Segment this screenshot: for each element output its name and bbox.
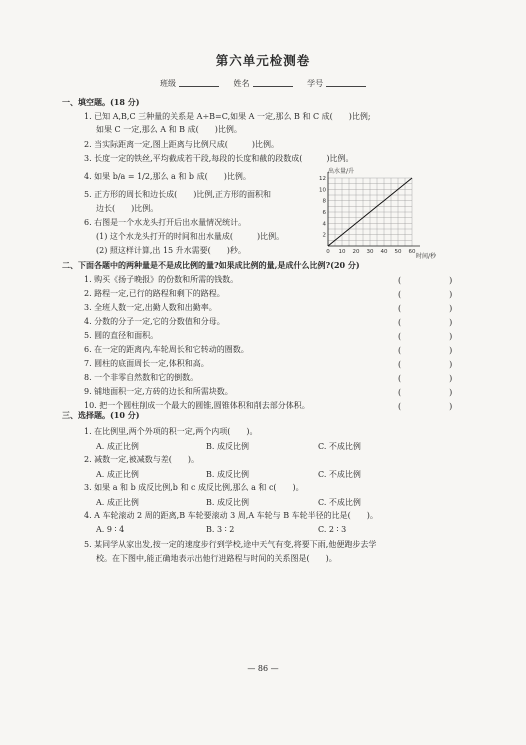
judge-answer-9[interactable]: ( ): [398, 388, 453, 397]
fill-q1-cont: 如果 C 一定,那么 A 和 B 成( )比例。: [96, 125, 242, 134]
x-tick-label: 30: [366, 249, 374, 255]
x-tick-label: 20: [352, 249, 360, 255]
judge-answer-6[interactable]: ( ): [398, 346, 453, 355]
choice-q2-option-c[interactable]: C. 不成比例: [318, 470, 361, 479]
chart-y-ticks: [319, 176, 327, 239]
choice-q2-option-a[interactable]: A. 成正比例: [96, 470, 139, 479]
id-label: 学号: [307, 79, 324, 88]
chart-x-ticks: [326, 249, 416, 255]
judge-q4: 4. 分数的分子一定,它的分数值和分母。: [84, 317, 225, 326]
class-label: 班级: [160, 79, 176, 88]
choice-q6-stem: 校。在下图中,能正确地表示出他行进路程与时间的关系图是( )。: [96, 554, 337, 563]
judge-answer-5[interactable]: ( ): [398, 332, 453, 341]
judge-answer-7[interactable]: ( ): [398, 360, 453, 369]
fill-q2: 2. 当实际距离一定,图上距离与比例尺成( )比例。: [84, 140, 279, 149]
choice-q2-stem: 2. 减数一定,被减数与差( )。: [84, 455, 199, 464]
judge-q8: 8. 一个非零自然数和它的倒数。: [84, 373, 199, 382]
judge-q3: 3. 全班人数一定,出勤人数和出勤率。: [84, 303, 217, 312]
class-blank: [179, 86, 219, 87]
choice-q1-option-b[interactable]: B. 成反比例: [206, 442, 249, 451]
judge-q7: 7. 圆柱的底面周长一定,体积和高。: [84, 359, 209, 368]
name-blank: [253, 86, 293, 87]
chart-y-axis-label: 出水量/升: [328, 168, 355, 175]
choice-q4-option-b[interactable]: B. 3 ∶ 2: [206, 525, 235, 534]
x-tick-label: 60: [408, 249, 416, 255]
name-label: 姓名: [233, 79, 250, 88]
y-tick-label: 12: [319, 176, 326, 182]
choice-q2-option-b[interactable]: B. 成反比例: [206, 470, 249, 479]
fill-q6: 6. 右图是一个水龙头打开后出水量情况统计。: [84, 218, 247, 227]
section-1-heading: 一、填空题。(18 分): [62, 97, 140, 107]
choice-q1-option-c[interactable]: C. 不成比例: [318, 442, 361, 451]
choice-q1-option-a[interactable]: A. 成正比例: [96, 442, 139, 451]
section-2-heading: 二、下面各题中的两种量是不是成比例的量?如果成比例的量,是成什么比例?(20 分): [62, 260, 360, 270]
fill-q6-2: (2) 照这样计算,出 15 升水需要( )秒。: [96, 246, 246, 255]
judge-q5: 5. 圆的直径和面积。: [84, 331, 159, 340]
student-info-row: [160, 78, 378, 89]
id-blank: [326, 86, 366, 87]
x-tick-label: 50: [394, 249, 402, 255]
x-tick-label: 0: [326, 249, 330, 255]
chart-x-axis-label: 时间/秒: [416, 253, 437, 260]
choice-q3-option-c[interactable]: C. 不成比例: [318, 498, 361, 507]
fill-q5-cont: 边长( )比例。: [96, 204, 159, 213]
choice-q3-option-b[interactable]: B. 成反比例: [206, 498, 249, 507]
choice-q4-stem: 4. A 车轮滚动 2 周的距离,B 车轮要滚动 3 周,A 车轮与 B 车轮半径的比是( )。: [84, 511, 378, 520]
page-number: — 86 —: [247, 664, 279, 673]
fill-q6-1: (1) 这个水龙头打开的时间和出水量成( )比例。: [96, 232, 285, 241]
choice-q5-stem: 5. 某同学从家出发,按一定的速度步行到学校,途中天气有变,将要下雨,他便跑步去学: [84, 540, 377, 549]
choice-q3-stem: 3. 如果 a 和 b 成反比例,b 和 c 成反比例,那么 a 和 c( )。: [84, 483, 304, 492]
judge-q2: 2. 路程一定,已行的路程和剩下的路程。: [84, 289, 225, 298]
y-tick-label: 2: [322, 232, 326, 239]
judge-answer-1[interactable]: ( ): [398, 276, 453, 285]
y-tick-label: 6: [322, 210, 326, 216]
judge-answer-10[interactable]: ( ): [398, 402, 453, 411]
judge-q10: 10. 把一个圆柱削成一个最大的圆锥,圆锥体积和削去部分体积。: [84, 401, 310, 410]
y-tick-label: 8: [322, 198, 326, 205]
water-flow-chart: [316, 166, 446, 262]
page-title: 第六单元检测卷: [215, 53, 311, 68]
fill-q3: 3. 长度一定的铁丝,平均截成若干段,每段的长度和截的段数成( )比例。: [84, 154, 354, 163]
fill-q5: 5. 正方形的周长和边长成( )比例,正方形的面积和: [84, 190, 271, 199]
choice-q4-option-c[interactable]: C. 2 ∶ 3: [318, 525, 347, 534]
judge-answer-3[interactable]: ( ): [398, 304, 453, 313]
fill-q1: 1. 已知 A,B,C 三种量的关系是 A÷B=C,如果 A 一定,那么 B 和 C 成( )比例;: [84, 112, 371, 121]
x-tick-label: 10: [338, 249, 346, 255]
judge-q9: 9. 铺地面积一定,方砖的边长和所需块数。: [84, 387, 233, 396]
judge-answer-8[interactable]: ( ): [398, 374, 453, 383]
y-tick-label: 4: [322, 221, 326, 228]
judge-answer-2[interactable]: ( ): [398, 290, 453, 299]
x-tick-label: 40: [380, 249, 388, 255]
choice-q3-option-a[interactable]: A. 成正比例: [96, 498, 139, 507]
section-3-heading: 三、选择题。(10 分): [62, 410, 140, 420]
judge-q1: 1. 购买《扬子晚报》的份数和所需的钱数。: [84, 275, 239, 284]
y-tick-label: 10: [319, 187, 326, 194]
judge-q6: 6. 在一定的距离内,车轮周长和它转动的圈数。: [84, 345, 249, 354]
choice-q1-stem: 1. 在比例里,两个外项的积一定,两个内项( )。: [84, 427, 258, 436]
judge-answer-4[interactable]: ( ): [398, 318, 453, 327]
choice-q4-option-a[interactable]: A. 9 ∶ 4: [96, 525, 125, 534]
fill-q4: 4. 如果 b/a = 1/2,那么 a 和 b 成( )比例。: [84, 172, 251, 181]
